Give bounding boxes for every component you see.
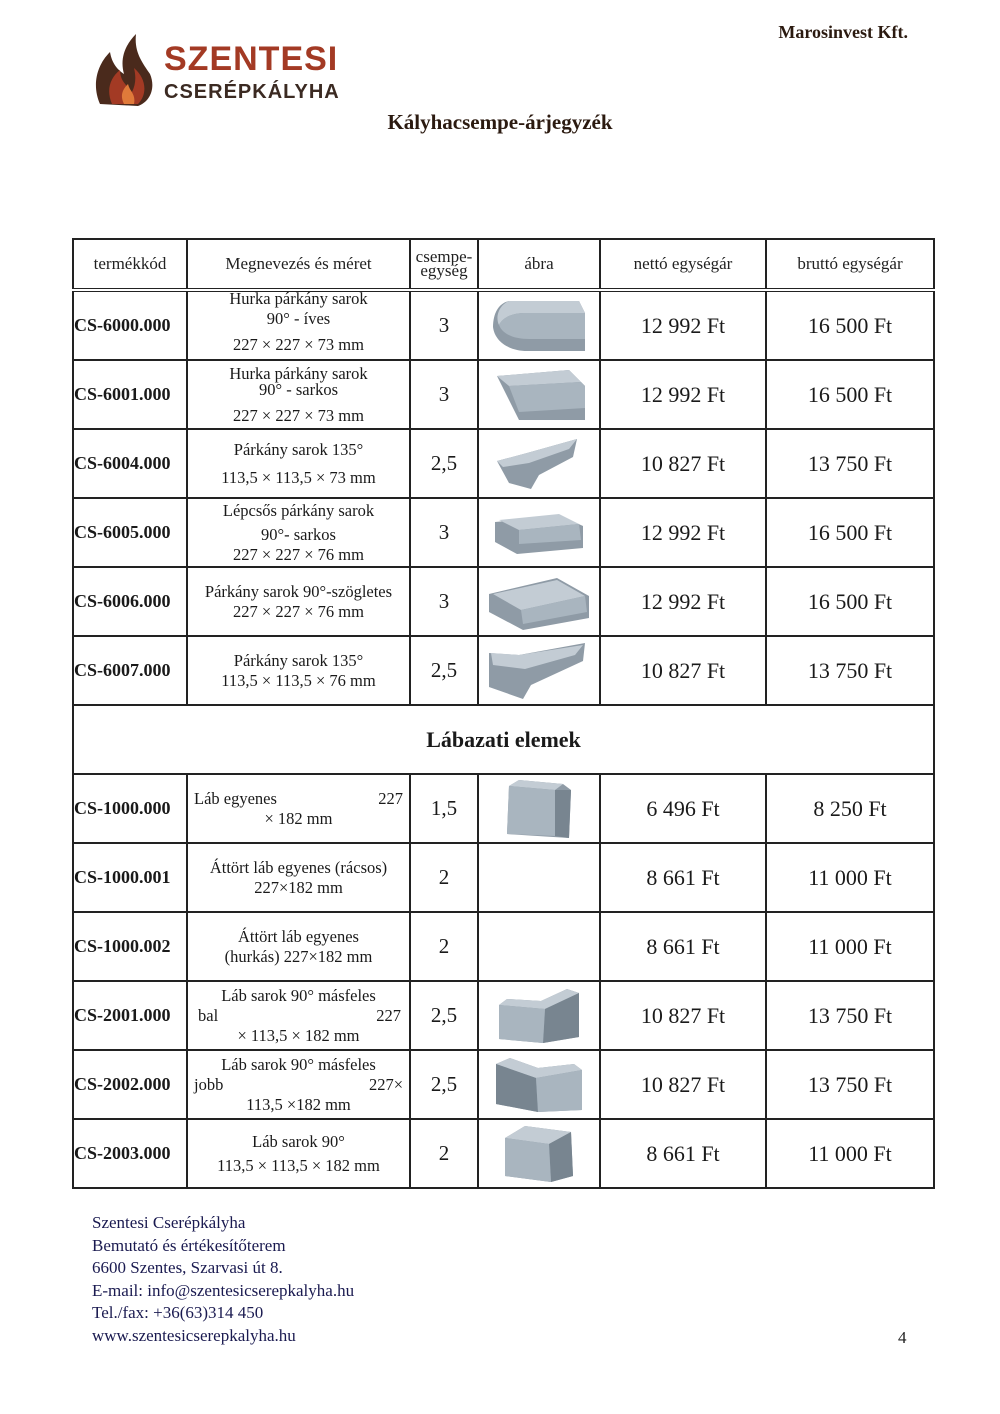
name-line: 113,5 × 113,5 × 182 mm <box>217 1155 380 1175</box>
product-image <box>478 567 600 636</box>
net-price: 12 992 Ft <box>600 567 766 636</box>
footer-address: 6600 Szentes, Szarvasi út 8. <box>92 1258 283 1277</box>
straight-base-tile-icon <box>499 778 579 840</box>
price-table <box>72 238 935 1189</box>
product-name <box>187 290 410 360</box>
name-line: 227 × 227 × 76 mm <box>233 544 364 564</box>
tile-unit: 2,5 <box>410 429 478 498</box>
table-header-row <box>73 239 934 290</box>
product-name <box>187 567 410 636</box>
product-name <box>187 774 410 843</box>
gross-price: 13 750 Ft <box>766 1050 934 1119</box>
product-image <box>478 498 600 567</box>
name-line: Párkány sarok 90°-szögletes <box>204 581 393 601</box>
product-image <box>478 981 600 1050</box>
net-price: 8 661 Ft <box>600 1119 766 1188</box>
product-code: CS-2003.000 <box>73 1119 187 1188</box>
tile-unit: 2,5 <box>410 1050 478 1119</box>
product-name <box>187 429 410 498</box>
name-line: bal <box>198 1005 219 1025</box>
product-name <box>187 843 410 912</box>
tile-unit: 2 <box>410 1119 478 1188</box>
gross-price: 16 500 Ft <box>766 290 934 360</box>
table-row <box>73 981 934 1050</box>
gross-price: 11 000 Ft <box>766 1119 934 1188</box>
net-price: 10 827 Ft <box>600 1050 766 1119</box>
table-row <box>73 1050 934 1119</box>
net-price: 6 496 Ft <box>600 774 766 843</box>
section-row <box>73 705 934 774</box>
product-code: CS-6006.000 <box>73 567 187 636</box>
table-row <box>73 912 934 981</box>
name-split-line <box>188 789 409 809</box>
net-price: 10 827 Ft <box>600 636 766 705</box>
product-image <box>478 290 600 360</box>
product-code: CS-6000.000 <box>73 290 187 360</box>
net-price: 12 992 Ft <box>600 290 766 360</box>
base-corner-tile-icon <box>501 1124 577 1184</box>
product-code: CS-2001.000 <box>73 981 187 1050</box>
name-line: 227 × 227 × 76 mm <box>233 601 364 621</box>
section-title: Lábazati elemek <box>73 705 934 774</box>
name-line: 90° - íves <box>266 308 331 328</box>
footer-contact <box>92 1212 354 1347</box>
product-image <box>478 636 600 705</box>
table-row <box>73 774 934 843</box>
header-unit: csempe-egység <box>410 239 478 290</box>
header-gross-price: bruttó egységár <box>766 239 934 290</box>
tile-unit: 2 <box>410 843 478 912</box>
name-line: Láb sarok 90° másfeles <box>221 1054 376 1074</box>
product-image <box>478 429 600 498</box>
name-split-line <box>188 1075 409 1095</box>
name-line: Hurka párkány sarok <box>229 288 368 308</box>
logo <box>90 30 360 110</box>
name-line: Láb egyenes <box>194 788 277 808</box>
product-code: CS-1000.000 <box>73 774 187 843</box>
name-line: Hurka párkány sarok <box>229 363 368 383</box>
document-title: Kályhacsempe-árjegyzék <box>387 110 613 134</box>
footer-website[interactable]: www.szentesicserepkalyha.hu <box>92 1325 296 1345</box>
flame-logo-icon <box>90 30 156 108</box>
product-name <box>187 1050 410 1119</box>
footer-email[interactable]: E-mail: info@szentesicserepkalyha.hu <box>92 1280 355 1300</box>
net-price: 8 661 Ft <box>600 843 766 912</box>
tile-unit: 2 <box>410 912 478 981</box>
product-name <box>187 912 410 981</box>
net-price: 10 827 Ft <box>600 981 766 1050</box>
product-image <box>478 1050 600 1119</box>
name-line: 113,5 ×182 mm <box>246 1094 351 1114</box>
product-image <box>478 912 600 981</box>
name-line: Párkány sarok 135° <box>233 650 364 670</box>
tile-unit: 3 <box>410 567 478 636</box>
name-line: × 113,5 × 182 mm <box>237 1025 360 1045</box>
header-image: ábra <box>478 239 600 290</box>
footer-phone: Tel./fax: +36(63)314 450 <box>92 1303 264 1322</box>
product-code: CS-6001.000 <box>73 360 187 429</box>
name-line: Láb sarok 90° <box>252 1131 345 1151</box>
product-code: CS-6004.000 <box>73 429 187 498</box>
product-image <box>478 774 600 843</box>
name-line: 227 × 227 × 73 mm <box>233 334 364 354</box>
product-image <box>478 1119 600 1188</box>
net-price: 8 661 Ft <box>600 912 766 981</box>
gross-price: 11 000 Ft <box>766 843 934 912</box>
gross-price: 16 500 Ft <box>766 498 934 567</box>
net-price: 12 992 Ft <box>600 360 766 429</box>
gross-price: 8 250 Ft <box>766 774 934 843</box>
name-line: 90° - sarkos <box>258 379 338 399</box>
product-name <box>187 360 410 429</box>
name-line: Áttört láb egyenes (rácsos) <box>209 857 388 877</box>
gross-price: 11 000 Ft <box>766 912 934 981</box>
table-row <box>73 636 934 705</box>
base-corner-left-tile-icon <box>497 987 581 1045</box>
name-line: 113,5 × 113,5 × 76 mm <box>221 670 376 690</box>
name-line: 227 × 227 × 73 mm <box>233 405 364 425</box>
gross-price: 13 750 Ft <box>766 429 934 498</box>
table-row <box>73 290 934 360</box>
name-line: 90°- sarkos <box>261 524 336 544</box>
name-line: 227× <box>368 1074 403 1094</box>
stepped-corner-tile-icon <box>489 504 589 562</box>
name-line: 227 <box>376 1005 401 1025</box>
header-net-price: nettó egységár <box>600 239 766 290</box>
logo-brand: SZENTESI <box>164 40 339 78</box>
product-code: CS-2002.000 <box>73 1050 187 1119</box>
header-code: termékkód <box>73 239 187 290</box>
name-line: Párkány sarok 135° <box>233 439 364 459</box>
gross-price: 16 500 Ft <box>766 360 934 429</box>
name-line: 227 <box>378 788 403 808</box>
gross-price: 13 750 Ft <box>766 981 934 1050</box>
footer-company: Szentesi Cserépkályha <box>92 1213 246 1232</box>
tile-unit: 1,5 <box>410 774 478 843</box>
name-line: Lépcsős párkány sarok <box>222 500 375 520</box>
product-code: CS-1000.002 <box>73 912 187 981</box>
name-line: × 182 mm <box>264 808 333 828</box>
product-code: CS-1000.001 <box>73 843 187 912</box>
table-row <box>73 843 934 912</box>
company-name: Marosinvest Kft. <box>778 22 908 42</box>
product-image <box>478 843 600 912</box>
table-row <box>73 1119 934 1188</box>
net-price: 12 992 Ft <box>600 498 766 567</box>
tile-unit: 2,5 <box>410 981 478 1050</box>
tile-unit: 3 <box>410 290 478 360</box>
square-cornice-tile-icon <box>487 572 591 632</box>
rounded-corner-tile-icon <box>489 297 589 355</box>
product-name <box>187 981 410 1050</box>
product-image <box>478 360 600 429</box>
base-corner-right-tile-icon <box>494 1056 584 1114</box>
square-corner-tile-icon <box>489 366 589 424</box>
product-name <box>187 1119 410 1188</box>
angled-cornice-tile-icon <box>489 435 589 493</box>
name-split-line <box>188 1006 409 1026</box>
product-code: CS-6005.000 <box>73 498 187 567</box>
product-code: CS-6007.000 <box>73 636 187 705</box>
net-price: 10 827 Ft <box>600 429 766 498</box>
page-number: 4 <box>898 1328 907 1347</box>
angled-cornice-tile-2-icon <box>487 641 591 701</box>
tile-unit: 3 <box>410 360 478 429</box>
name-line: Áttört láb egyenes <box>238 926 359 946</box>
gross-price: 13 750 Ft <box>766 636 934 705</box>
table-row <box>73 567 934 636</box>
logo-subtitle: CSERÉPKÁLYHA <box>164 81 340 103</box>
table-row <box>73 360 934 429</box>
name-line: Láb sarok 90° másfeles <box>221 985 376 1005</box>
table-row <box>73 429 934 498</box>
tile-unit: 3 <box>410 498 478 567</box>
product-name <box>187 498 410 567</box>
table-row <box>73 498 934 567</box>
footer-showroom: Bemutató és értékesítőterem <box>92 1235 286 1255</box>
header-name: Megnevezés és méret <box>187 239 410 290</box>
tile-unit: 2,5 <box>410 636 478 705</box>
name-line: 113,5 × 113,5 × 73 mm <box>221 467 376 487</box>
name-line: 227×182 mm <box>254 877 343 897</box>
product-name <box>187 636 410 705</box>
name-line: jobb <box>194 1074 224 1094</box>
name-line: (hurkás) 227×182 mm <box>224 946 373 966</box>
gross-price: 16 500 Ft <box>766 567 934 636</box>
